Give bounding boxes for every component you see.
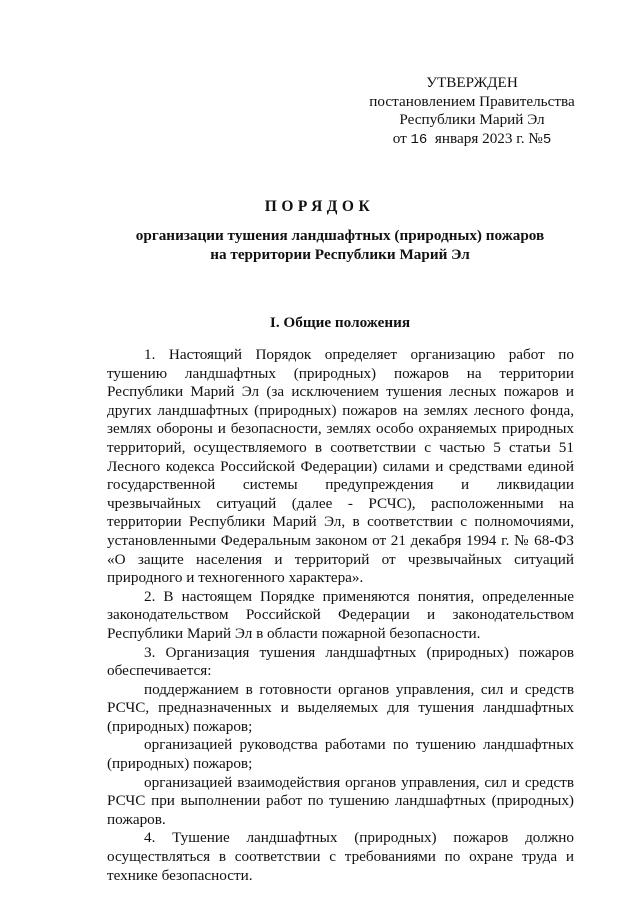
- approval-stamp: [352, 74, 592, 149]
- paragraph-1: 1. Настоящий Порядок определяет организацию работ по тушению ландшафтных (природных) пожаров на территории Республики Марий Эл (за исключением тушения лесных пожаров и других ландшафтных (природных) пожаров на землях лесного фонда, землях обороны и безопасности, землях особо охраняемых природных территорий, осуществляемого в соответствии с частью 5 статьи 51 Лесного кодекса Российской Федерации) силами и средствами единой государственной системы предупреждения и ликвидации чрезвычайных ситуаций (далее - РСЧС), расположенными на территории Республики Марий Эл, в соответствии с полномочиями, установленными Федеральным законом от 21 декабря 1994 г. № 68-ФЗ «О защите населения и территорий от чрезвычайных ситуаций природного и техногенного характера».: [107, 346, 574, 587]
- subtitle-line-2: на территории Республики Марий Эл: [210, 245, 470, 263]
- approval-date-prefix: от: [392, 129, 407, 147]
- approval-date-rest: января 2023 г. №: [434, 129, 543, 147]
- approval-date-day: 16: [410, 131, 428, 148]
- document-title: ПОРЯДОК: [264, 198, 375, 215]
- document-subtitle: [0, 227, 639, 264]
- approval-date: [352, 130, 592, 150]
- paragraph-2: 2. В настоящем Порядке применяются понятия, определенные законодательством Российской Федерации и законодательством Республики Марий Эл в области пожарной безопасности.: [107, 587, 574, 642]
- paragraph-3-item-2: организацией руководства работами по тушению ландшафтных (природных) пожаров;: [107, 736, 574, 773]
- paragraph-3: 3. Организация тушения ландшафтных (природных) пожаров обеспечивается:: [107, 643, 574, 680]
- subtitle-line-1: организации тушения ландшафтных (природных) пожаров: [135, 227, 545, 244]
- approval-number: 5: [542, 131, 552, 148]
- paragraph-3-item-3: организацией взаимодействия органов управления, сил и средств РСЧС при выполнении работ по тушению ландшафтных (природных) пожаров.: [107, 773, 574, 828]
- paragraph-3-item-1: поддержанием в готовности органов управления, сил и средств РСЧС, предназначенных и выделяемых для тушения ландшафтных (природных) пожаров;: [107, 680, 574, 735]
- approval-title: УТВЕРЖДЕН: [426, 74, 518, 91]
- paragraph-4: 4. Тушение ландшафтных (природных) пожаров должно осуществляться в соответствии с требованиями по охране труда и технике безопасности.: [107, 829, 574, 884]
- document-body: [107, 346, 574, 885]
- section-heading: I. Общие положения: [269, 314, 411, 331]
- approval-region: Республики Марий Эл: [399, 111, 545, 129]
- approval-authority: постановлением Правительства: [369, 92, 575, 110]
